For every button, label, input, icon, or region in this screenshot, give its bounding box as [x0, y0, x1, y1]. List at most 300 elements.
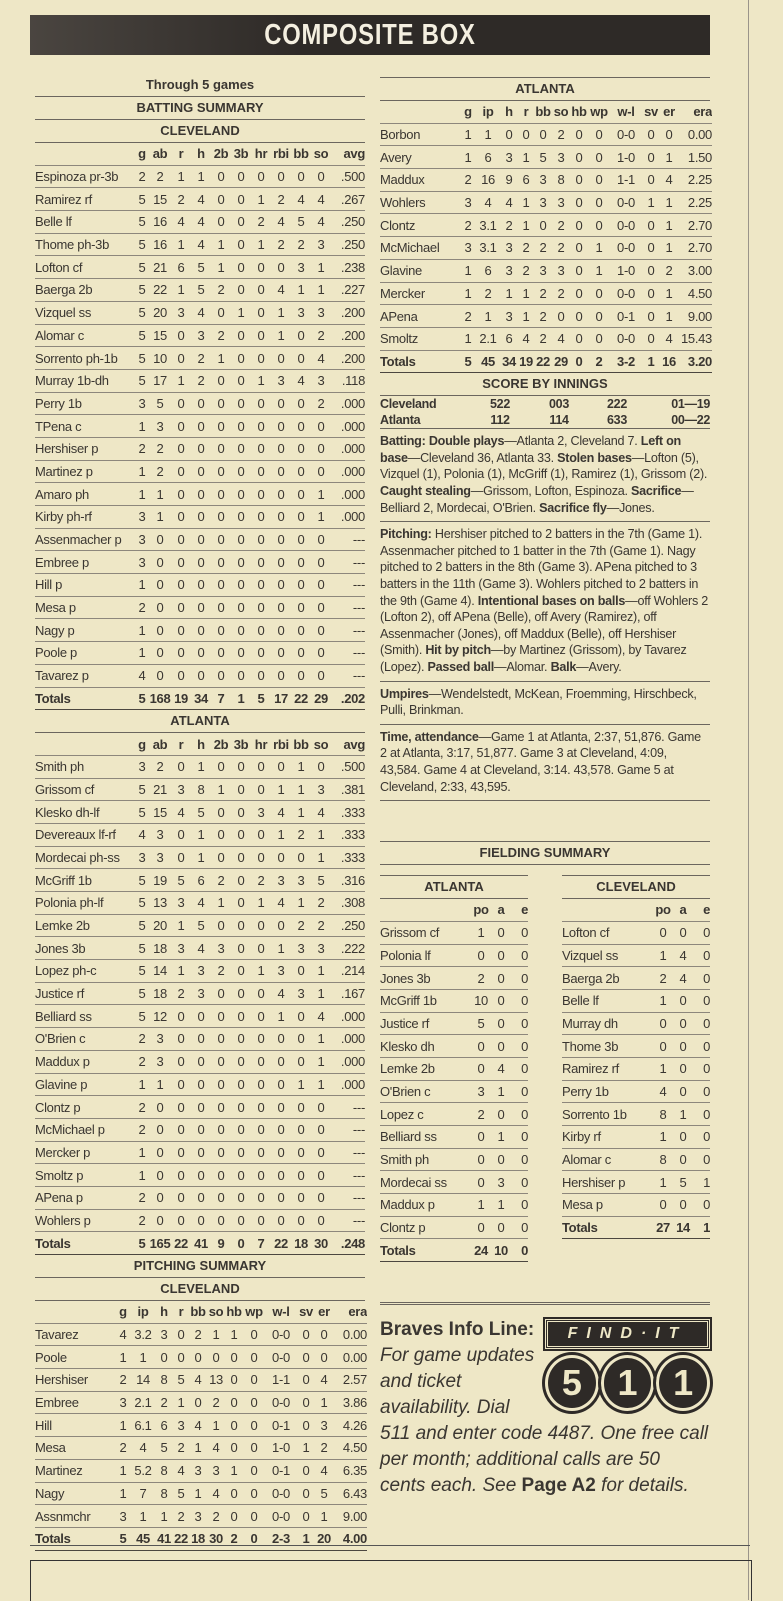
stat-cell: 2 — [291, 914, 311, 937]
stat-cell: 2 — [149, 437, 171, 460]
stat-cell: e — [510, 899, 528, 921]
stat-cell: 8 — [552, 169, 570, 192]
stat-cell: 0 — [211, 982, 231, 1005]
fielding-summary — [380, 841, 710, 1262]
stat-cell: 1 — [642, 350, 660, 373]
stat-cell: 16 — [476, 169, 500, 192]
row-label: Kirby ph-rf — [35, 506, 135, 529]
stat-cell: 3b — [231, 143, 251, 165]
stat-cell: 0 — [291, 506, 311, 529]
stat-cell: 0 — [171, 1118, 191, 1141]
stat-cell: 0 — [297, 1414, 315, 1437]
table-row — [35, 755, 365, 778]
table-row — [35, 1391, 367, 1414]
stat-cell: 0 — [291, 960, 311, 983]
page-reference: Page A2 — [521, 1475, 596, 1497]
note-text: —off Wohlers 2 (Lofton 2), off APena (Belle), off Avery (Ramirez), off Assenmacher (Jones), off Maddux (Belle), off Hershiser (Smith). — [380, 593, 709, 658]
stat-cell: 0 — [231, 256, 251, 279]
stat-cell: 3 — [552, 259, 570, 282]
stat-cell: 1 — [297, 1437, 315, 1460]
stat-cell: 1 — [211, 256, 231, 279]
table-row — [380, 1194, 528, 1217]
stat-cell: 0 — [191, 1028, 211, 1051]
stat-cell: 0 — [211, 211, 231, 234]
stat-cell: 0 — [311, 1096, 331, 1119]
stat-cell: .500 — [331, 755, 365, 778]
stat-cell: 0 — [291, 1164, 311, 1187]
row-label — [35, 733, 135, 755]
stat-cell: 0 — [510, 1080, 528, 1103]
stat-cell: 1 — [470, 921, 492, 944]
stat-cell: 2 — [652, 967, 674, 990]
row-label: O'Brien c — [35, 1028, 135, 1051]
stat-cell: 0 — [231, 211, 251, 234]
stat-cell: 0 — [297, 1391, 315, 1414]
stat-cell: 0 — [570, 282, 588, 305]
stat-cell: 1 — [652, 944, 674, 967]
stat-cell: 5 — [251, 687, 271, 710]
stat-cell: 0 — [211, 664, 231, 687]
stat-cell: 3.1 — [476, 237, 500, 260]
stat-cell: 2 — [470, 967, 492, 990]
stat-cell: 7 — [131, 1482, 155, 1505]
stat-cell: bb — [189, 1301, 207, 1323]
totals-row — [35, 1527, 367, 1550]
table-row — [380, 1216, 528, 1239]
stat-cell: 4 — [500, 191, 518, 214]
stat-cell: 0 — [642, 259, 660, 282]
stat-cell: 3-2 — [610, 350, 642, 373]
stat-cell: 0 — [642, 214, 660, 237]
note-heading: Passed ball — [427, 659, 495, 674]
stat-cell: .333 — [331, 823, 365, 846]
stat-cell: 1 — [135, 1164, 149, 1187]
bottom-rule — [30, 1545, 750, 1546]
stat-cell: 0 — [510, 1148, 528, 1171]
stat-cell: 0 — [271, 437, 291, 460]
stat-cell: 6 — [171, 256, 191, 279]
column-header-row — [35, 1301, 367, 1323]
table-row — [380, 305, 712, 328]
stat-cell: 1 — [311, 256, 331, 279]
note-text: —Game 1 at Atlanta, 2:37, 51,876. Game 2 at Atlanta, 3:17, 51,877. Game 3 at Cleveland, 4:09, 43,584. Game 4 at Cleveland, 3:14. 43,578. Game 5 at Cleveland, 2:33, 43,595. — [380, 729, 701, 794]
stat-cell: 19 — [518, 350, 534, 373]
stat-cell: ab — [149, 733, 171, 755]
stat-cell: 0 — [470, 1035, 492, 1058]
stat-cell: 4 — [271, 279, 291, 302]
stat-cell: 0 — [570, 169, 588, 192]
stat-cell: 1 — [311, 982, 331, 1005]
stat-cell: 0 — [191, 1050, 211, 1073]
stat-cell: 0 — [251, 1005, 271, 1028]
stat-cell: .000 — [331, 1073, 365, 1096]
stat-cell: 1 — [660, 282, 678, 305]
stat-cell: 16 — [660, 350, 678, 373]
stat-cell: 0.00 — [333, 1323, 367, 1346]
stat-cell: 0 — [588, 191, 610, 214]
stat-cell: 0-0 — [610, 282, 642, 305]
stat-cell: 2 — [460, 169, 476, 192]
row-label: Mordecai ss — [380, 1171, 470, 1194]
next-section-box — [30, 1560, 752, 1601]
stat-cell: 1-0 — [610, 259, 642, 282]
stat-cell: g — [135, 143, 149, 165]
stat-cell: 0 — [251, 415, 271, 438]
stat-cell: 4.26 — [333, 1414, 367, 1437]
stat-cell: 5 — [191, 256, 211, 279]
stat-cell: 4 — [189, 1414, 207, 1437]
stat-cell: 0 — [211, 506, 231, 529]
stat-cell: 2 — [191, 369, 211, 392]
stat-cell: 1 — [297, 1527, 315, 1550]
stat-cell: 0 — [231, 279, 251, 302]
stat-cell: 1 — [271, 778, 291, 801]
stat-cell: 0 — [311, 1118, 331, 1141]
row-label: Smith ph — [35, 755, 135, 778]
stat-cell: .000 — [331, 1005, 365, 1028]
stat-cell: 0 — [171, 823, 191, 846]
stat-cell: 0 — [492, 921, 510, 944]
stat-cell: 0 — [231, 460, 251, 483]
stat-cell: 0 — [271, 1118, 291, 1141]
stat-cell: 0 — [243, 1505, 265, 1528]
stat-cell: 0 — [243, 1323, 265, 1346]
note-paragraph — [380, 682, 710, 725]
stat-cell: 2 — [189, 1323, 207, 1346]
stat-cell: 0 — [225, 1482, 243, 1505]
stat-cell: 0 — [588, 327, 610, 350]
stat-cell: bb — [534, 101, 552, 123]
stat-cell: 0 — [291, 460, 311, 483]
stat-cell: 1 — [189, 1437, 207, 1460]
stat-cell: 4 — [171, 801, 191, 824]
stat-cell: .308 — [331, 892, 365, 915]
stat-cell: 0 — [191, 506, 211, 529]
stat-cell: 0 — [297, 1369, 315, 1392]
stat-cell: 4 — [660, 327, 678, 350]
stat-cell: 1 — [476, 123, 500, 146]
note-heading: Caught stealing — [380, 484, 471, 499]
stat-cell: 0 — [291, 619, 311, 642]
stat-cell: hr — [251, 143, 271, 165]
stat-cell: 0 — [570, 327, 588, 350]
find-it-511-logo — [545, 1319, 710, 1411]
stat-cell: hr — [251, 733, 271, 755]
stat-cell: .202 — [331, 687, 365, 710]
stat-cell: 0 — [231, 823, 251, 846]
stat-cell: 0 — [492, 1012, 510, 1035]
stat-cell: 3 — [500, 305, 518, 328]
braves-info-body: For game updates and ticket availability. Dial 511 and enter code 4487. One free call per month; additional calls are 50 cents each. See — [380, 1345, 709, 1497]
game-notes — [380, 429, 710, 801]
stat-cell: 0 — [271, 596, 291, 619]
stat-cell: .200 — [331, 347, 365, 370]
row-label: Hershiser p — [35, 437, 135, 460]
stat-cell: 1 — [460, 259, 476, 282]
row-label — [35, 143, 135, 165]
stat-cell: 2 — [588, 350, 610, 373]
stat-cell: 0 — [211, 528, 231, 551]
stat-cell: 0 — [311, 642, 331, 665]
stat-cell: 0 — [211, 914, 231, 937]
row-label: Mesa — [35, 1437, 115, 1460]
stat-cell: 0 — [271, 347, 291, 370]
row-label: Totals — [380, 350, 460, 373]
stat-cell: 2 — [552, 214, 570, 237]
table-row — [380, 1012, 528, 1035]
stat-cell: 0 — [251, 347, 271, 370]
stat-cell: 1 — [311, 1028, 331, 1051]
stat-cell: 0 — [149, 1186, 171, 1209]
stat-cell: --- — [331, 574, 365, 597]
stat-cell: 0 — [552, 305, 570, 328]
stat-cell: 1 — [311, 823, 331, 846]
stat-cell: 0 — [251, 437, 271, 460]
stat-cell: 45 — [476, 350, 500, 373]
table-row — [562, 944, 710, 967]
table-row — [562, 1080, 710, 1103]
stat-cell: 0 — [271, 506, 291, 529]
stat-cell: 4 — [674, 944, 692, 967]
stat-cell: 1-1 — [265, 1369, 297, 1392]
stat-cell: 0 — [291, 392, 311, 415]
stat-cell: 3 — [271, 960, 291, 983]
stat-cell: 3 — [149, 846, 171, 869]
table-row — [35, 324, 365, 347]
stat-cell: 0 — [534, 214, 552, 237]
note-text: —Lofton (5), Vizquel (1), Polonia (1), McGriff (1), Ramirez (1), Grissom (2). — [380, 450, 708, 482]
stat-cell: 22 — [291, 687, 311, 710]
stat-cell: ip — [476, 101, 500, 123]
stat-cell: 0 — [570, 214, 588, 237]
stat-cell: 0 — [211, 392, 231, 415]
innings-group: 112 — [490, 413, 510, 428]
stat-cell: 0 — [311, 755, 331, 778]
note-text: —Wendelstedt, McKean, Froemming, Hirschbeck, Pulli, Brinkman. — [380, 686, 697, 718]
stat-cell: 2 — [135, 1186, 149, 1209]
row-label: McGriff 1b — [380, 989, 470, 1012]
note-text: —Jones. — [606, 500, 655, 515]
stat-cell: 3 — [534, 191, 552, 214]
row-label: Totals — [380, 1239, 470, 1262]
stat-cell: 5 — [135, 256, 149, 279]
stat-cell: .250 — [331, 211, 365, 234]
stat-cell: h — [191, 143, 211, 165]
page-title: COMPOSITE BOX — [264, 18, 476, 51]
stat-cell: 0 — [642, 327, 660, 350]
stat-cell: 3 — [291, 982, 311, 1005]
table-row — [35, 914, 365, 937]
note-paragraph — [380, 429, 710, 522]
stat-cell: 0 — [674, 1080, 692, 1103]
stat-cell: 0 — [642, 305, 660, 328]
stat-cell: 0 — [243, 1391, 265, 1414]
stat-cell: 1 — [211, 347, 231, 370]
stat-cell: 0 — [231, 1050, 251, 1073]
stat-cell: 0 — [171, 664, 191, 687]
row-label: Thome 3b — [562, 1035, 652, 1058]
row-label: Poole p — [35, 642, 135, 665]
stat-cell: 0 — [211, 1141, 231, 1164]
table-row — [35, 1073, 365, 1096]
stat-cell: 2 — [518, 259, 534, 282]
stat-cell: 0 — [291, 415, 311, 438]
stat-cell: 0 — [470, 1216, 492, 1239]
stat-cell: 0 — [231, 664, 251, 687]
stat-cell: 0 — [315, 1346, 333, 1369]
note-heading: Left on base — [380, 434, 681, 465]
stat-cell: 0 — [171, 483, 191, 506]
stat-cell: 5 — [135, 869, 149, 892]
stat-cell: 1 — [171, 233, 191, 256]
note-heading: Umpires — [380, 686, 429, 701]
stat-cell: 0 — [674, 1035, 692, 1058]
stat-cell: 2.70 — [678, 237, 712, 260]
stat-cell: 0 — [231, 869, 251, 892]
stat-cell: 4 — [311, 211, 331, 234]
table-row — [35, 823, 365, 846]
stat-cell: 0 — [291, 664, 311, 687]
stat-cell: 0 — [231, 347, 251, 370]
note-heading: Stolen bases — [557, 450, 632, 465]
stat-cell: .000 — [331, 460, 365, 483]
row-label: Lemke 2b — [35, 914, 135, 937]
row-label: Assnmchr — [35, 1505, 115, 1528]
note-heading: Sacrifice — [631, 484, 682, 499]
table-row — [35, 211, 365, 234]
row-label: Avery — [380, 146, 460, 169]
stat-cell: 5 — [115, 1527, 131, 1550]
table-row — [35, 596, 365, 619]
stat-cell: 0 — [470, 1126, 492, 1149]
stat-cell: .118 — [331, 369, 365, 392]
stat-cell: 0 — [171, 574, 191, 597]
stat-cell: 0 — [149, 551, 171, 574]
table-row — [35, 846, 365, 869]
row-label: Jones 3b — [35, 937, 135, 960]
stat-cell: 5 — [135, 211, 149, 234]
stat-cell: 1 — [311, 279, 331, 302]
innings-row — [380, 412, 710, 429]
stat-cell: 0 — [470, 1171, 492, 1194]
stat-cell: 0 — [692, 1126, 710, 1149]
stat-cell: 0 — [171, 1096, 191, 1119]
stat-cell: --- — [331, 1186, 365, 1209]
row-label: Mordecai ph-ss — [35, 846, 135, 869]
stat-cell: 5 — [135, 347, 149, 370]
row-label: Alomar c — [35, 324, 135, 347]
row-label: Perry 1b — [35, 392, 135, 415]
stat-cell: 0 — [291, 528, 311, 551]
row-label: Lopez c — [380, 1103, 470, 1126]
stat-cell: 2.1 — [131, 1391, 155, 1414]
table-row — [380, 1126, 528, 1149]
stat-cell: 3 — [115, 1505, 131, 1528]
stat-cell: 4 — [552, 327, 570, 350]
stat-cell: 3 — [552, 191, 570, 214]
stat-cell: --- — [331, 551, 365, 574]
stat-cell: 1 — [191, 846, 211, 869]
stat-cell: 3 — [171, 937, 191, 960]
stat-cell: 0 — [211, 1050, 231, 1073]
stat-cell: 0 — [692, 1148, 710, 1171]
stat-cell: 2 — [135, 1050, 149, 1073]
table-row — [35, 1186, 365, 1209]
stat-cell: 1 — [460, 327, 476, 350]
stat-cell: 0 — [171, 324, 191, 347]
stat-cell: 1 — [492, 1194, 510, 1217]
stat-cell: 0 — [251, 551, 271, 574]
stat-cell: 0 — [291, 1096, 311, 1119]
table-row — [380, 921, 528, 944]
stat-cell: 20 — [149, 301, 171, 324]
stat-cell: 6 — [476, 259, 500, 282]
stat-cell: 4 — [492, 1057, 510, 1080]
stat-cell: 2 — [115, 1369, 131, 1392]
table-row — [380, 1103, 528, 1126]
stat-cell: 1 — [692, 1216, 710, 1239]
stat-cell: 0 — [191, 415, 211, 438]
stat-cell: 2 — [315, 1437, 333, 1460]
table-row — [35, 1437, 367, 1460]
stat-cell: 1 — [291, 755, 311, 778]
row-label: Belliard ss — [35, 1005, 135, 1028]
stat-cell: 2 — [271, 233, 291, 256]
stat-cell: 1 — [189, 1482, 207, 1505]
stat-cell: 5 — [135, 301, 149, 324]
stat-cell: 0 — [271, 1050, 291, 1073]
stat-cell: 3 — [171, 301, 191, 324]
stat-cell: 0 — [243, 1437, 265, 1460]
stat-cell: 0 — [191, 619, 211, 642]
stat-cell: 3 — [135, 846, 149, 869]
row-label: McMichael — [380, 237, 460, 260]
stat-cell: 0-1 — [265, 1414, 297, 1437]
stat-cell: 0 — [311, 1164, 331, 1187]
stat-cell: 1 — [149, 483, 171, 506]
stat-cell: 1-0 — [265, 1437, 297, 1460]
row-label: Clontz p — [35, 1096, 135, 1119]
stat-cell: 0 — [191, 1186, 211, 1209]
stat-cell: 0 — [211, 1118, 231, 1141]
table-row — [380, 237, 712, 260]
table-row — [562, 1194, 710, 1217]
column-divider — [748, 0, 749, 1600]
stat-cell: g — [135, 733, 149, 755]
row-label: Belliard ss — [380, 1126, 470, 1149]
stat-cell: 1 — [588, 259, 610, 282]
stat-cell: 18 — [189, 1527, 207, 1550]
stat-cell: 0 — [291, 483, 311, 506]
stat-cell: 2 — [291, 823, 311, 846]
stat-cell: 0 — [191, 1141, 211, 1164]
stat-cell: 0 — [243, 1346, 265, 1369]
stat-cell: --- — [331, 619, 365, 642]
stat-cell: 0 — [251, 619, 271, 642]
stat-cell: 0 — [291, 1005, 311, 1028]
totals-row — [380, 350, 712, 373]
stat-cell: 0-0 — [610, 214, 642, 237]
stat-cell: 0 — [211, 1164, 231, 1187]
stat-cell: 5 — [191, 279, 211, 302]
table-row — [35, 1005, 365, 1028]
stat-cell: 0 — [149, 574, 171, 597]
table-row — [380, 146, 712, 169]
stat-cell: 4 — [291, 188, 311, 211]
stat-cell: 165 — [149, 1232, 171, 1255]
stat-cell: 0 — [291, 1186, 311, 1209]
stat-cell: 3 — [191, 982, 211, 1005]
